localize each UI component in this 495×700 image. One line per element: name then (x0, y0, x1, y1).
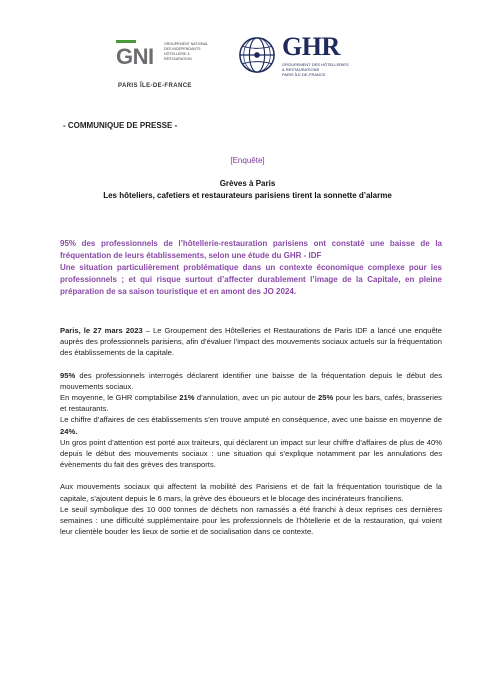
gni-line: RESTAURATION (164, 57, 192, 61)
ghr-line: & RESTAURATIONS (282, 67, 320, 72)
body-paragraph-7: Le seuil symbolique des 10 000 tonnes de déchets non ramassés a été franchi à deux reprises ces dernières semaines : une difficulté supplémentaire pour les professionnels de l’hôtellerie et de la restauration, qui voient leur clientèle bouder les lieux de sortie et de socialisation dans ce contexte. (60, 504, 442, 537)
gni-logo-mark: GNI (116, 44, 154, 69)
ghr-logo (238, 32, 408, 102)
gni-line: DES INDÉPENDANTS (164, 47, 201, 51)
body-text-run: pour les bars, cafés, brasseries et restaurants. (60, 393, 442, 414)
ghr-logo-lines (282, 62, 349, 77)
enquete-tag: [Enquête] (230, 156, 265, 165)
dateline: Paris, le 27 mars 2023 (60, 326, 143, 335)
header-logos (108, 30, 408, 105)
ghr-line: GROUPEMENT DES HÔTELLERIES (282, 62, 349, 67)
globe-icon (238, 36, 276, 74)
body-paragraph-5: Un gros point d’attention est porté aux traiteurs, qui déclarent un impact sur leur chiffre d’affaires de plus de 40% depuis le début des mouvements sociaux : une situation qui s’explique notamment par les annulations des évènements du fait des grèves des transports. (60, 437, 442, 470)
lede-paragraph-1: 95% des professionnels de l’hôtellerie-restauration parisiens ont constaté une baisse de la fréquentation de leurs établissements, selon une étude du GHR - IDF (60, 239, 442, 260)
body-paragraph-6: Aux mouvements sociaux qui affectent la mobilité des Parisiens et de fait la fréquentation touristique de la capitale, s’ajoutent depuis le 6 mars, la grève des éboueurs et le blocage des incinérateurs franciliens. (60, 482, 442, 503)
stat-highlight: 25% (318, 393, 334, 403)
lede-paragraph-2: Une situation particulièrement problématique dans un contexte économique complexe pour les professionnels ; et qui risque surtout d’affecter durablement l’image de la Capitale, en pleine préparation de sa saison touristique et en amont des JO 2024. (60, 263, 442, 296)
body-paragraph-1 (60, 325, 442, 359)
body-paragraph-4 (60, 414, 442, 436)
title-line-1: Grèves à Paris (219, 179, 276, 188)
gni-region-label: PARIS ÎLE-DE-FRANCE (118, 83, 192, 89)
ghr-logo-mark: GHR (282, 32, 340, 61)
body-text-run: En moyenne, le GHR comptabilise (60, 393, 180, 403)
body-text-run: d’annulation, avec un pic autour de (194, 393, 319, 403)
stat-highlight: 95% (60, 370, 76, 380)
body-text-run: Le chiffre d’affaires de ces établissements s’en trouve amputé en conséquence, avec une baisse en moyenne de (60, 415, 442, 425)
gni-logo (116, 36, 236, 100)
lede-block (60, 238, 442, 298)
communique-label: - COMMUNIQUE DE PRESSE - (63, 121, 178, 130)
body-paragraph-2 (60, 370, 442, 392)
stat-highlight: 24%. (60, 426, 78, 436)
title-line-2: Les hôteliers, cafetiers et restaurateurs parisiens tirent la sonnette d’alarme (103, 191, 392, 200)
body-text-run: des professionnels interrogés déclarent identifier une baisse de la fréquentation depuis le début des mouvements sociaux. (60, 370, 442, 391)
body-text-run: – Le Groupement des Hôtelleries et Restaurations de Paris IDF a lancé une enquête auprès des professionnels parisiens, afin d’évaluer l’impact des mouvements sociaux actuels sur la fréquentation des établissements de la capitale. (60, 326, 443, 358)
gni-green-accent (116, 40, 136, 43)
gni-line: HÔTELLERIE & (164, 52, 190, 56)
gni-line: GROUPEMENT NATIONAL (164, 42, 209, 46)
press-title-block (0, 178, 495, 202)
stat-highlight: 21% (179, 393, 195, 403)
body-text (60, 325, 442, 537)
gni-logo-lines (164, 42, 208, 62)
ghr-line: PARIS ÎLE-DE-FRANCE (282, 72, 326, 77)
body-paragraph-3 (60, 392, 442, 414)
